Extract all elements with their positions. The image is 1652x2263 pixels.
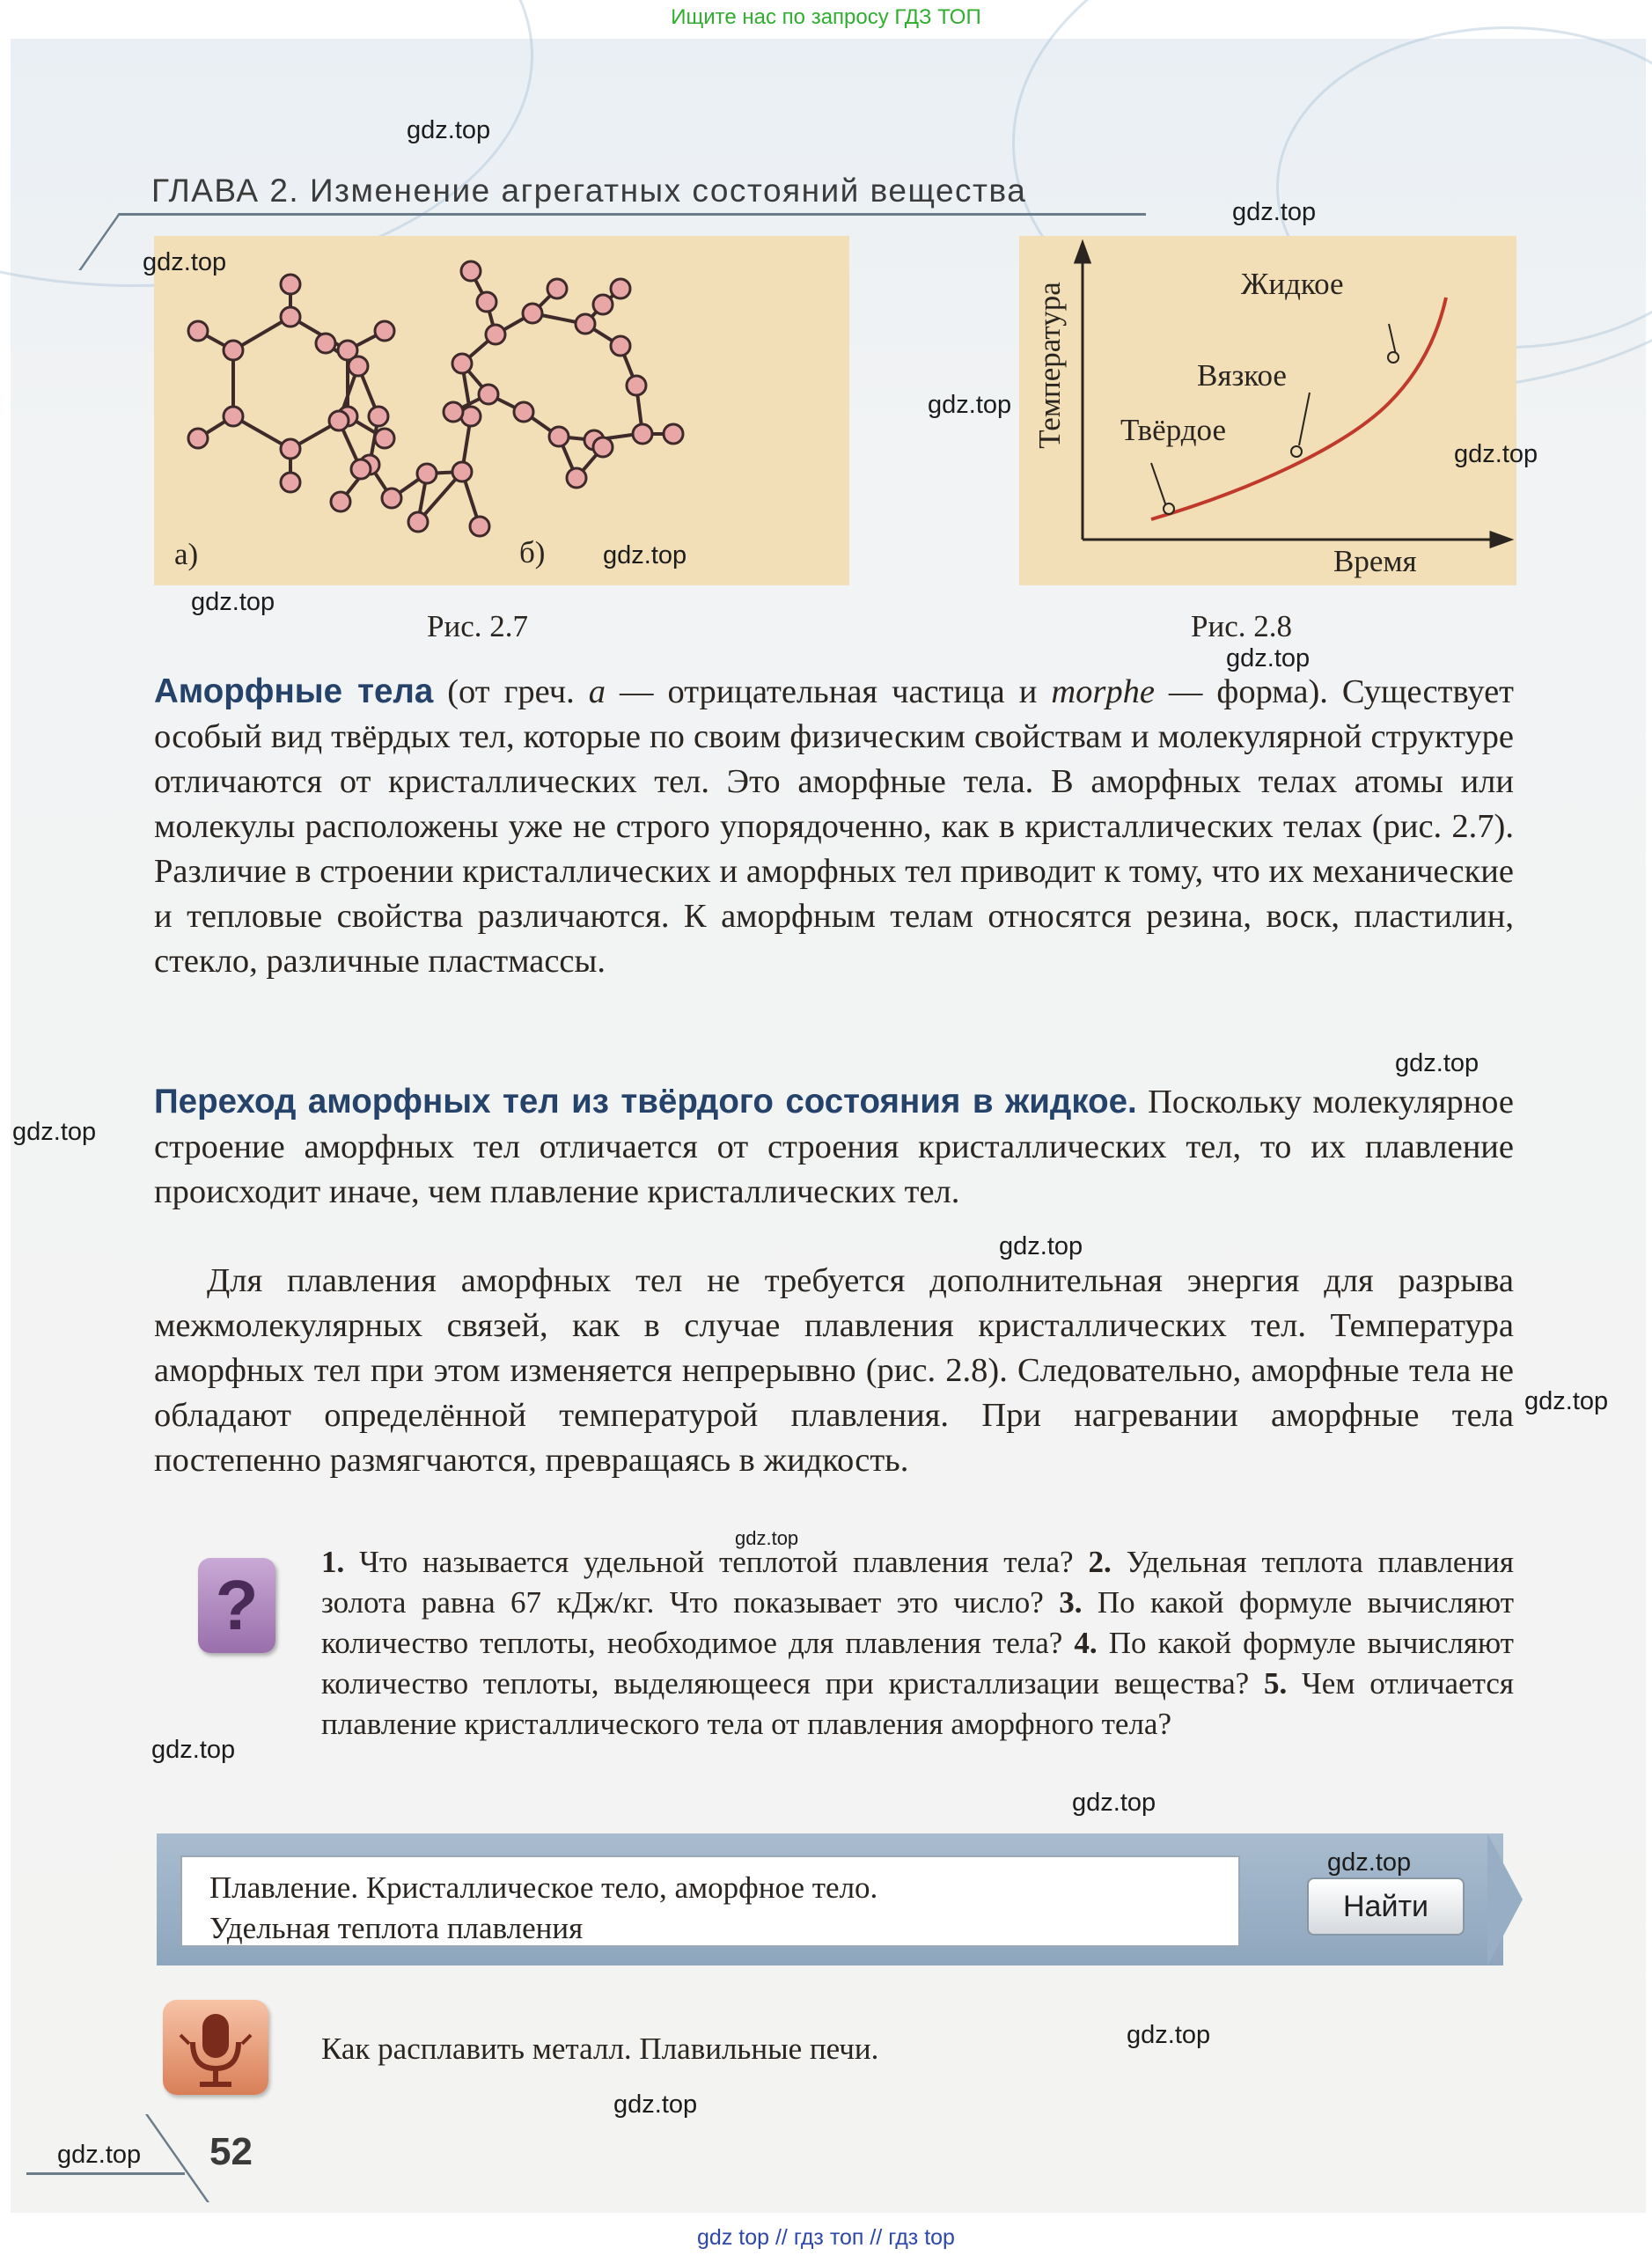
pointer-liquid <box>1389 324 1396 355</box>
pointer-viscous <box>1299 393 1310 445</box>
watermark: gdz.top <box>735 1527 799 1549</box>
question-text: По какой формуле вычисляют количество теплоты, необходимое для плавления тела? <box>321 1585 1514 1660</box>
molecule-diagram <box>154 236 849 585</box>
question-text: Удельная теплота плавления золота равна 67 кДж/кг. Что показывает это число? <box>321 1545 1514 1620</box>
watermark: gdz.top <box>1127 2021 1211 2049</box>
paragraph-text: Поскольку молекулярное строение аморфных тел отличается от строения кристаллических тел, то их плавление происходит иначе, чем плавление кристаллических тел. <box>154 1084 1514 1210</box>
find-button[interactable]: Найти <box>1307 1877 1465 1936</box>
watermark: gdz.top <box>57 2141 142 2169</box>
watermark: gdz.top <box>1232 198 1317 226</box>
pointer-solid <box>1151 463 1167 509</box>
watermark: gdz.top <box>928 391 1012 419</box>
page-number: 52 <box>209 2130 253 2173</box>
figure-2-7-caption: Рис. 2.7 <box>427 609 528 643</box>
point-solid <box>1164 503 1174 514</box>
figure-2-7-label-a: а) <box>174 537 199 571</box>
review-questions <box>321 1542 1514 1745</box>
watermark: gdz.top <box>1327 1848 1412 1877</box>
page-bottom-line <box>26 2172 185 2175</box>
paragraph-melting-amorphous: Для плавления аморфных тел не требуется дополнительная энергия для разрыва межмолекулярных связей, как в случае плавления кристаллических тел. Температура аморфных тел при этом изменяется непрерывно (рис. 2.8). Следовательно, аморфные тела не обладают определённой температурой плавления. При нагревании аморфные тела постепенно размягчаются, превращаясь в жидкость. <box>154 1262 1514 1479</box>
question-mark-glyph: ? <box>215 1566 259 1644</box>
question-text: По какой формуле вычисляют количество теплоты, выделяющееся при кристаллизации вещества? <box>321 1626 1514 1701</box>
paragraph-text: — отрицательная частица и <box>605 673 1052 710</box>
point-liquid <box>1388 352 1399 363</box>
bottom-banner[interactable]: gdz top // гдз топ // гдз top <box>697 2225 955 2250</box>
figure-2-7-molecules <box>154 236 849 585</box>
top-banner[interactable]: Ищите нас по запросу ГДЗ ТОП <box>671 5 981 29</box>
search-panel-arrow <box>1487 1833 1523 1965</box>
watermark: gdz.top <box>1454 440 1538 468</box>
question-number: 3. <box>1059 1585 1083 1620</box>
watermark: gdz.top <box>151 1736 236 1764</box>
watermark: gdz.top <box>999 1232 1083 1260</box>
microphone-icon <box>163 2000 268 2095</box>
paragraph-text: — форма). Существует особый вид твёрдых тел, которые по своим физическим свойствам и молекулярной структуре отличаются от кристаллических тел. Это аморфные тела. В аморфных телах атомы или молекулы расположены уже не строго упорядоченно, как в кристаллических телах (рис. 2.7). Различие в строении кристаллических и аморфных тел приводит к тому, что их механические и тепловые свойства различаются. К аморфным телам относятся резина, воск, пластилин, стекло, различные пластмассы. <box>154 673 1514 980</box>
watermark: gdz.top <box>1226 644 1311 672</box>
state-label-viscous: Вязкое <box>1197 358 1287 393</box>
state-label-liquid: Жидкое <box>1241 267 1344 301</box>
paragraph-transition <box>154 1079 1514 1215</box>
question-number: 2. <box>1088 1545 1112 1579</box>
watermark: gdz.top <box>603 541 687 569</box>
watermark: gdz.top <box>1072 1789 1156 1817</box>
section-heading-transition: Переход аморфных тел из твёрдого состояния в жидкое. <box>154 1083 1137 1120</box>
state-label-solid: Твёрдое <box>1120 413 1227 447</box>
question-number: 4. <box>1074 1626 1098 1660</box>
paragraph-text: (от греч. <box>433 673 589 710</box>
x-axis-label: Время <box>1333 544 1417 578</box>
term-amorphous-bodies: Аморфные тела <box>154 672 434 710</box>
search-query-text <box>209 1868 877 1949</box>
watermark: gdz.top <box>1524 1387 1609 1415</box>
y-axis-label: Температура <box>1032 282 1067 449</box>
search-line-1: Плавление. Кристаллическое тело, аморфное тело. <box>209 1870 878 1905</box>
greek-word-morphe: morphe <box>1051 673 1155 710</box>
y-axis-arrow <box>1076 243 1090 262</box>
microphone-glyph <box>163 2000 268 2095</box>
watermark: gdz.top <box>143 248 227 276</box>
melting-curve <box>1151 298 1446 519</box>
watermark: gdz.top <box>12 1118 97 1146</box>
chapter-underline <box>151 213 1146 216</box>
watermark: gdz.top <box>613 2090 698 2119</box>
question-number: 5. <box>1263 1666 1288 1701</box>
search-line-2: Удельная теплота плавления <box>209 1911 584 1945</box>
x-axis-arrow <box>1491 533 1510 547</box>
question-mark-icon <box>198 1558 275 1653</box>
figure-2-8-caption: Рис. 2.8 <box>1191 609 1292 643</box>
question-number: 1. <box>321 1545 345 1579</box>
figure-2-7-label-b: б) <box>519 535 546 569</box>
microphone-topic: Как расплавить металл. Плавильные печи. <box>321 2032 879 2066</box>
greek-word-a: a <box>588 673 606 710</box>
y-axis-label-wrapper <box>1028 249 1072 478</box>
question-text: Чем отличается плавление кристаллического тела от плавления аморфного тела? <box>321 1666 1514 1741</box>
point-viscous <box>1291 446 1302 457</box>
watermark: gdz.top <box>191 588 275 616</box>
question-text: Что называется удельной теплотой плавления тела? <box>344 1545 1089 1579</box>
paragraph-amorphous-bodies <box>154 669 1514 984</box>
watermark: gdz.top <box>407 116 491 144</box>
chapter-header: ГЛАВА 2. Изменение агрегатных состояний вещества <box>151 173 1027 209</box>
watermark: gdz.top <box>1395 1049 1479 1077</box>
